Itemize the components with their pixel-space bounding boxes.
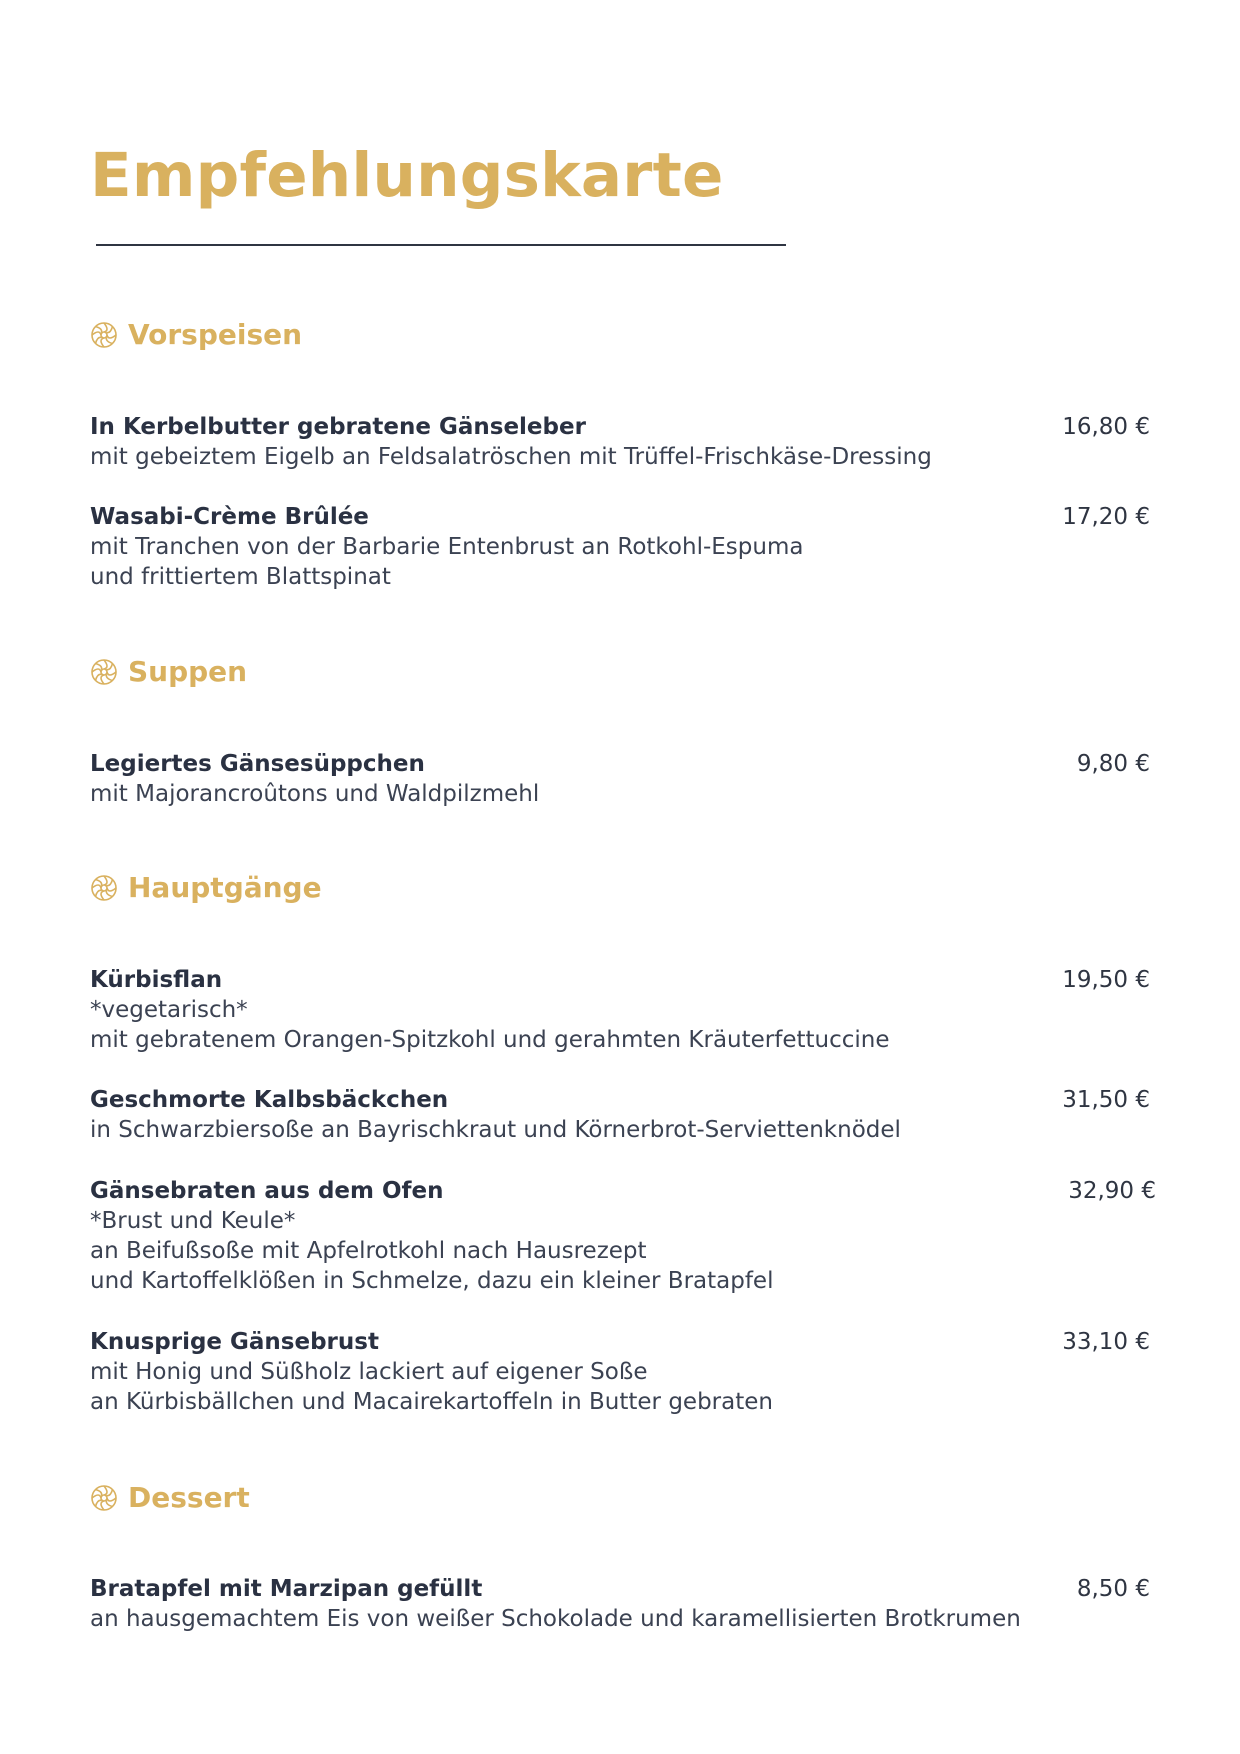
- menu-item: [90, 1327, 1180, 1417]
- dish-price: 16,80 €: [1062, 414, 1150, 440]
- dish-price: 33,10 €: [1062, 1329, 1150, 1355]
- dish-note: *Brust und Keule*: [90, 1208, 296, 1234]
- dish-name: Wasabi-Crème Brûlée: [90, 504, 369, 530]
- dish-name: In Kerbelbutter gebratene Gänseleber: [90, 414, 586, 440]
- dish-description: und frittiertem Blattspinat: [90, 564, 391, 590]
- dish-note: *vegetarisch*: [90, 997, 248, 1023]
- menu-item: [90, 1574, 1180, 1634]
- page-title: Empfehlungskarte: [90, 140, 724, 211]
- dish-price: 9,80 €: [1076, 751, 1150, 777]
- dish-name: Bratapfel mit Marzipan gefüllt: [90, 1576, 483, 1602]
- title-divider: [96, 244, 786, 246]
- dish-description: an Kürbisbällchen und Macairekartoffeln in Butter gebraten: [90, 1389, 773, 1415]
- dish-description: mit Honig und Süßholz lackiert auf eigener Soße: [90, 1359, 648, 1385]
- menu-item: [90, 1085, 1180, 1145]
- menu-item: [90, 1176, 1180, 1296]
- menu-item: [90, 965, 1180, 1055]
- dish-price: 8,50 €: [1076, 1576, 1150, 1602]
- dish-name: Legiertes Gänsesüppchen: [90, 751, 425, 777]
- dish-description: mit gebratenem Orangen-Spitzkohl und gerahmten Kräuterfettuccine: [90, 1027, 890, 1053]
- flower-icon: [90, 321, 118, 349]
- section-title: Dessert: [128, 1481, 250, 1514]
- section-title: Suppen: [128, 655, 248, 688]
- menu-item: [90, 502, 1180, 592]
- dish-price: 32,90 €: [1068, 1178, 1156, 1204]
- dish-price: 31,50 €: [1062, 1087, 1150, 1113]
- dish-description: in Schwarzbiersoße an Bayrischkraut und Körnerbrot-Serviettenknödel: [90, 1117, 901, 1143]
- flower-icon: [90, 1484, 118, 1512]
- section-title: Hauptgänge: [128, 871, 322, 904]
- flower-icon: [90, 874, 118, 902]
- section-title: Vorspeisen: [128, 318, 303, 351]
- dish-name: Knusprige Gänsebrust: [90, 1329, 379, 1355]
- menu-item: [90, 412, 1180, 472]
- section-heading-hauptgaenge: [90, 871, 322, 904]
- dish-description: mit gebeiztem Eigelb an Feldsalatröschen mit Trüffel-Frischkäse-Dressing: [90, 444, 932, 470]
- dish-price: 17,20 €: [1062, 504, 1150, 530]
- dish-description: und Kartoffelklößen in Schmelze, dazu ein kleiner Bratapfel: [90, 1268, 774, 1294]
- section-heading-dessert: [90, 1481, 250, 1514]
- dish-description: mit Majorancroûtons und Waldpilzmehl: [90, 781, 540, 807]
- dish-name: Geschmorte Kalbsbäckchen: [90, 1087, 449, 1113]
- section-heading-suppen: [90, 655, 247, 688]
- dish-name: Kürbisflan: [90, 967, 223, 993]
- dish-name: Gänsebraten aus dem Ofen: [90, 1178, 444, 1204]
- dish-price: 19,50 €: [1062, 967, 1150, 993]
- dish-description: an hausgemachtem Eis von weißer Schokolade und karamellisierten Brotkrumen: [90, 1606, 1021, 1632]
- dish-description: an Beifußsoße mit Apfelrotkohl nach Hausrezept: [90, 1238, 647, 1264]
- dish-description: mit Tranchen von der Barbarie Entenbrust an Rotkohl-Espuma: [90, 534, 804, 560]
- section-heading-vorspeisen: [90, 318, 302, 351]
- menu-item: [90, 749, 1180, 809]
- flower-icon: [90, 658, 118, 686]
